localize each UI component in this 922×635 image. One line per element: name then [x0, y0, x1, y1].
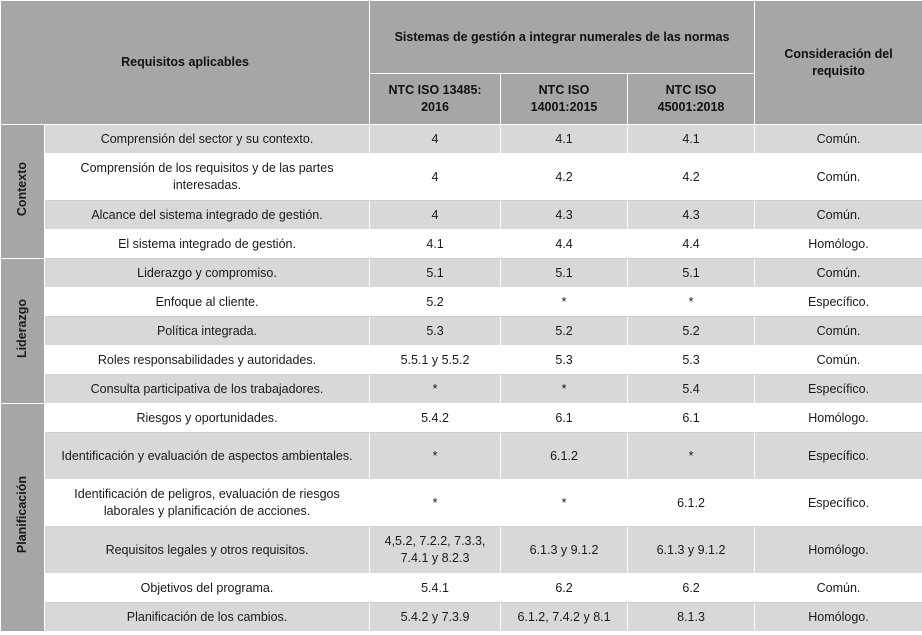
requirement-cell: Comprensión de los requisitos y de las partes interesadas. — [45, 154, 370, 201]
iso13485-cell: 5.4.1 — [370, 574, 501, 603]
iso45001-cell: 8.1.3 — [628, 603, 755, 632]
iso14001-cell: 6.1 — [501, 404, 628, 433]
consideration-cell: Específico. — [755, 375, 922, 404]
iso14001-cell: 4.3 — [501, 201, 628, 230]
consideration-cell: Homólogo. — [755, 603, 922, 632]
section-liderazgo — [1, 259, 45, 404]
iso13485-cell: 5.4.2 — [370, 404, 501, 433]
consideration-cell: Homólogo. — [755, 404, 922, 433]
section-contexto — [1, 125, 45, 259]
iso45001-cell: 5.1 — [628, 259, 755, 288]
table-row — [1, 404, 922, 433]
header-ntc-45001: NTC ISO 45001:2018 — [628, 74, 755, 125]
table-row — [1, 154, 922, 201]
iso14001-cell: 6.1.3 y 9.1.2 — [501, 527, 628, 574]
iso13485-cell: 5.4.2 y 7.3.9 — [370, 603, 501, 632]
table-row — [1, 317, 922, 346]
iso14001-cell: * — [501, 375, 628, 404]
section-label: Planificación — [15, 476, 29, 554]
iso14001-cell: 5.2 — [501, 317, 628, 346]
consideration-cell: Homólogo. — [755, 527, 922, 574]
requirement-cell: Política integrada. — [45, 317, 370, 346]
table-row — [1, 259, 922, 288]
requirement-cell: Objetivos del programa. — [45, 574, 370, 603]
section-label: Liderazgo — [15, 298, 29, 359]
iso45001-cell: 4.4 — [628, 230, 755, 259]
consideration-cell: Común. — [755, 317, 922, 346]
iso45001-cell: * — [628, 288, 755, 317]
iso13485-cell: 4.1 — [370, 230, 501, 259]
consideration-cell: Específico. — [755, 288, 922, 317]
iso45001-cell: 6.2 — [628, 574, 755, 603]
table-row — [1, 346, 922, 375]
table-row — [1, 433, 922, 480]
requirement-cell: Enfoque al cliente. — [45, 288, 370, 317]
header-sistemas: Sistemas de gestión a integrar numerales de las normas — [370, 1, 755, 74]
consideration-cell: Específico. — [755, 480, 922, 527]
requirement-cell: Comprensión del sector y su contexto. — [45, 125, 370, 154]
table-row — [1, 574, 922, 603]
iso45001-cell: 4.2 — [628, 154, 755, 201]
consideration-cell: Común. — [755, 154, 922, 201]
requirement-cell: Planificación de los cambios. — [45, 603, 370, 632]
iso13485-cell: 4,5.2, 7.2.2, 7.3.3, 7.4.1 y 8.2.3 — [370, 527, 501, 574]
table-row — [1, 480, 922, 527]
iso14001-cell: 4.4 — [501, 230, 628, 259]
iso13485-cell: 5.5.1 y 5.5.2 — [370, 346, 501, 375]
requirement-cell: Identificación de peligros, evaluación de riesgos laborales y planificación de acciones. — [45, 480, 370, 527]
table-row — [1, 288, 922, 317]
header-consideracion: Consideración del requisito — [755, 1, 922, 125]
iso45001-cell: 4.1 — [628, 125, 755, 154]
requirement-cell: Roles responsabilidades y autoridades. — [45, 346, 370, 375]
consideration-cell: Común. — [755, 259, 922, 288]
section-planificacion — [1, 404, 45, 632]
table-row — [1, 375, 922, 404]
consideration-cell: Común. — [755, 201, 922, 230]
table-row — [1, 230, 922, 259]
iso13485-cell: 5.3 — [370, 317, 501, 346]
iso45001-cell: 5.4 — [628, 375, 755, 404]
consideration-cell: Común. — [755, 346, 922, 375]
header-ntc-13485: NTC ISO 13485: 2016 — [370, 74, 501, 125]
table-row — [1, 125, 922, 154]
table-row — [1, 527, 922, 574]
iso14001-cell: * — [501, 288, 628, 317]
requirement-cell: Identificación y evaluación de aspectos ambientales. — [45, 433, 370, 480]
requirement-cell: Requisitos legales y otros requisitos. — [45, 527, 370, 574]
requirement-cell: Alcance del sistema integrado de gestión. — [45, 201, 370, 230]
iso13485-cell: 5.2 — [370, 288, 501, 317]
consideration-cell: Común. — [755, 125, 922, 154]
header-ntc-14001: NTC ISO 14001:2015 — [501, 74, 628, 125]
iso45001-cell: 6.1.3 y 9.1.2 — [628, 527, 755, 574]
consideration-cell: Homólogo. — [755, 230, 922, 259]
consideration-cell: Común. — [755, 574, 922, 603]
iso13485-cell: 5.1 — [370, 259, 501, 288]
requirement-cell: Liderazgo y compromiso. — [45, 259, 370, 288]
iso13485-cell: 4 — [370, 154, 501, 201]
requirement-cell: El sistema integrado de gestión. — [45, 230, 370, 259]
table-row — [1, 603, 922, 632]
iso14001-cell: 4.1 — [501, 125, 628, 154]
iso45001-cell: 6.1 — [628, 404, 755, 433]
iso14001-cell: 6.2 — [501, 574, 628, 603]
iso14001-cell: 6.1.2 — [501, 433, 628, 480]
requirement-cell: Consulta participativa de los trabajadores. — [45, 375, 370, 404]
header-requisitos: Requisitos aplicables — [1, 1, 370, 125]
iso14001-cell: 6.1.2, 7.4.2 y 8.1 — [501, 603, 628, 632]
iso13485-cell: * — [370, 375, 501, 404]
section-label: Contexto — [15, 161, 29, 217]
iso13485-cell: * — [370, 433, 501, 480]
iso14001-cell: * — [501, 480, 628, 527]
iso14001-cell: 5.1 — [501, 259, 628, 288]
iso13485-cell: * — [370, 480, 501, 527]
iso13485-cell: 4 — [370, 125, 501, 154]
iso45001-cell: 5.2 — [628, 317, 755, 346]
iso14001-cell: 4.2 — [501, 154, 628, 201]
iso45001-cell: 5.3 — [628, 346, 755, 375]
iso45001-cell: 4.3 — [628, 201, 755, 230]
iso13485-cell: 4 — [370, 201, 501, 230]
iso45001-cell: * — [628, 433, 755, 480]
table-row — [1, 201, 922, 230]
requirement-cell: Riesgos y oportunidades. — [45, 404, 370, 433]
iso45001-cell: 6.1.2 — [628, 480, 755, 527]
consideration-cell: Específico. — [755, 433, 922, 480]
iso14001-cell: 5.3 — [501, 346, 628, 375]
